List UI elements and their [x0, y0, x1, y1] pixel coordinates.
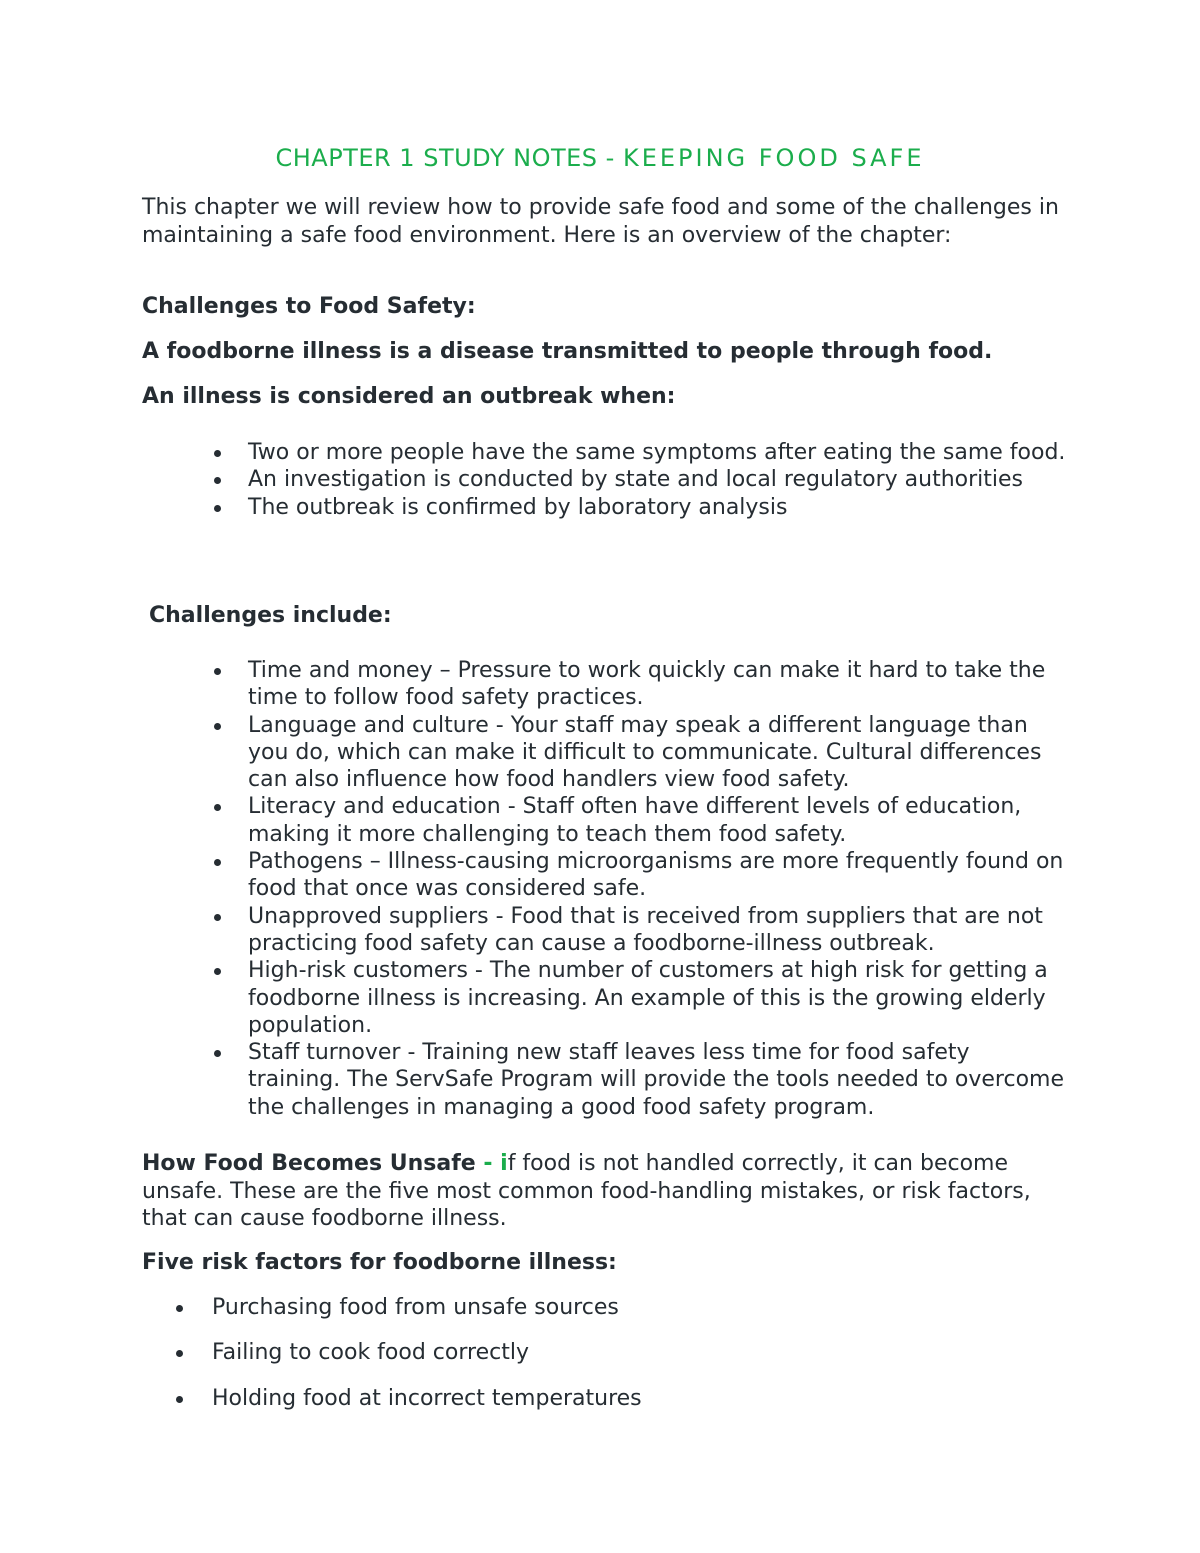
list-item: High-risk customers - The number of customers at high risk for getting a foodborne illness is increasing. An example of this is the growing elderly population. — [248, 957, 1068, 1039]
risk-factors-heading: Five risk factors for foodborne illness: — [142, 1250, 617, 1275]
bullet-icon — [214, 450, 221, 457]
bullet-icon — [214, 505, 221, 512]
intro-paragraph: This chapter we will review how to provide safe food and some of the challenges in maintaining a safe food environment. Here is an overview of the chapter: — [142, 195, 1059, 248]
list-item: Literacy and education - Staff often have different levels of education, making it more challenging to teach them food safety. — [248, 793, 1068, 848]
list-item: Time and money – Pressure to work quickly can make it hard to take the time to follow food safety practices. — [248, 657, 1068, 712]
chapter-title-part2: KEEPING FOOD SAFE — [622, 144, 925, 172]
bullet-icon — [214, 859, 221, 866]
bullet-icon — [176, 1350, 183, 1357]
challenges-heading: Challenges to Food Safety: — [142, 294, 476, 319]
unsafe-text: f food is not handled correctly, it can become unsafe. These are the five most common food-handling mistakes, or risk factors, that can cause foodborne illness. — [142, 1151, 1031, 1231]
list-item: Pathogens – Illness-causing microorganisms are more frequently found on food that once was considered safe. — [248, 848, 1068, 903]
chapter-title-part1: CHAPTER 1 STUDY NOTES - — [275, 144, 623, 172]
bullet-icon — [214, 723, 221, 730]
challenges-list — [248, 657, 1068, 1121]
list-item: Purchasing food from unsafe sources — [212, 1294, 1112, 1321]
bullet-icon — [214, 477, 221, 484]
challenges-include-heading: Challenges include: — [149, 603, 392, 628]
list-item: Language and culture - Your staff may speak a different language than you do, which can make it difficult to communicate. Cultural differences can also influence how food handlers view food safety. — [248, 712, 1068, 794]
chapter-title — [0, 142, 1200, 174]
bullet-icon — [214, 914, 221, 921]
unsafe-heading: How Food Becomes Unsafe — [142, 1151, 476, 1176]
list-item: Two or more people have the same symptoms after eating the same food. — [248, 439, 1068, 466]
bullet-icon — [214, 668, 221, 675]
list-item: Failing to cook food correctly — [212, 1339, 1112, 1366]
unsafe-paragraph — [142, 1150, 1062, 1233]
list-item: The outbreak is confirmed by laboratory analysis — [248, 494, 1068, 521]
bullet-icon — [214, 804, 221, 811]
bullet-icon — [214, 968, 221, 975]
foodborne-definition: A foodborne illness is a disease transmitted to people through food. — [142, 339, 993, 364]
list-item: Unapproved suppliers - Food that is received from suppliers that are not practicing food safety can cause a foodborne-illness outbreak. — [248, 903, 1068, 958]
outbreak-list — [248, 439, 1068, 521]
list-item: Holding food at incorrect temperatures — [212, 1385, 1112, 1412]
bullet-icon — [176, 1305, 183, 1312]
bullet-icon — [214, 1050, 221, 1057]
risk-factors-list — [212, 1294, 1112, 1430]
list-item: An investigation is conducted by state and local regulatory authorities — [248, 466, 1068, 493]
outbreak-heading: An illness is considered an outbreak when: — [142, 384, 676, 409]
list-item: Staff turnover - Training new staff leaves less time for food safety training. The ServSafe Program will provide the tools needed to overcome the challenges in managing a good food safety program. — [248, 1039, 1068, 1121]
unsafe-dash: - i — [475, 1151, 508, 1176]
bullet-icon — [176, 1396, 183, 1403]
